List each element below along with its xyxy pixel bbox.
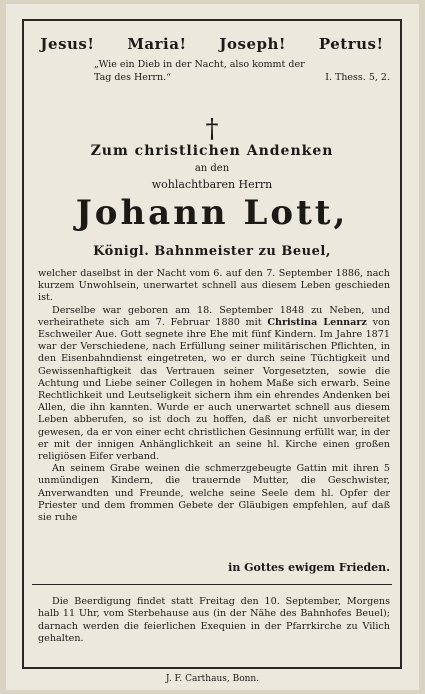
card-border-frame — [22, 19, 402, 669]
verse-reference: I. Thess. 5, 2. — [325, 72, 390, 83]
obituary-paragraph-2 — [38, 305, 390, 464]
spouse-name: Christina Lennarz — [267, 316, 367, 328]
invocation-petrus: Petrus! — [318, 35, 384, 53]
funeral-notice — [38, 596, 390, 646]
divider-rule — [32, 584, 392, 585]
occupation-title: Königl. Bahnmeister zu Beuel, — [93, 244, 331, 259]
verse-line-2: Tag des Herrn.“ — [94, 72, 171, 83]
obituary-paragraph-1: welcher daselbst in der Nacht vom 6. auf den 7. September 1886, nach kurzem Unwohlsein, unerwartet schnell aus diesem Leben geschieden ist. — [38, 268, 390, 304]
paragraph-2-text-a: Derselbe war geboren am 18. September 1848 zu Neben, und verheirathete sich am 7. Februar 1880 mit — [38, 304, 390, 328]
paragraph-2-text-b: von Eschweiler Aue. Gott segnete ihre Ehe mit fünf Kindern. Im Jahre 1871 war der Verschiedene, nach Erfüllung seiner militärischen Pflichten, in den Eisenbahndienst eingetreten, wo er durch seine Tüchtigkeit und Gewissenhaftigkeit das Vertrauen seiner Vorgesetzten, sowie die Achtung und Liebe seiner Collegen in hohem Maße sich erwarb. Seine Rechtlichkeit und Leutseligkeit sichern ihm ein ehrendes Andenken bei Allen, die ihn kannten. Wurde er auch unerwartet schnell aus diesem Leben abberufen, so ist doch zu hoffen, daß er nicht unvorbereitet gewesen, da er von einer echt christlichen Gesinnung erfüllt war, in der er mit der innigen Anhänglichkeit an seine hl. Kirche einen großen religiösen Eifer verband. — [38, 316, 390, 463]
verse-line-1: „Wie ein Dieb in der Nacht, also kommt der — [94, 59, 305, 70]
obituary-body — [38, 268, 390, 524]
invocation-maria: Maria! — [127, 35, 187, 53]
invocation-jesus: Jesus! — [40, 35, 95, 53]
an-den-text: an den — [194, 163, 230, 174]
honorific-text: wohlachtbaren Herrn — [151, 178, 273, 191]
memory-heading: Zum christlichen Andenken — [90, 143, 334, 159]
invocation-line — [24, 35, 400, 53]
printer-imprint: J. F. Carthaus, Bonn. — [165, 674, 260, 684]
funeral-notice-text: Die Beerdigung findet statt Freitag den 10. September, Morgens halb 11 Uhr, vom Sterbehause aus (in der Nähe des Bahnhofes Beuel); darnach werden die feierlichen Exequien in der Pfarrkirche zu Vilich gehalten. — [38, 596, 390, 645]
cross-symbol: † — [205, 114, 219, 144]
invocation-joseph: Joseph! — [219, 35, 286, 53]
obituary-paragraph-3: An seinem Grabe weinen die schmerzgebeugte Gattin mit ihren 5 unmündigen Kindern, die trauernde Mutter, die Geschwister, Anverwandten und Freunde, welche seine Seele dem hl. Opfer der Priester und dem frommen Gebete der Gläubigen empfehlen, auf daß sie ruhe — [38, 463, 390, 524]
deceased-name: Johann Lott, — [75, 193, 349, 233]
closing-line: in Gottes ewigem Frieden. — [228, 561, 390, 574]
